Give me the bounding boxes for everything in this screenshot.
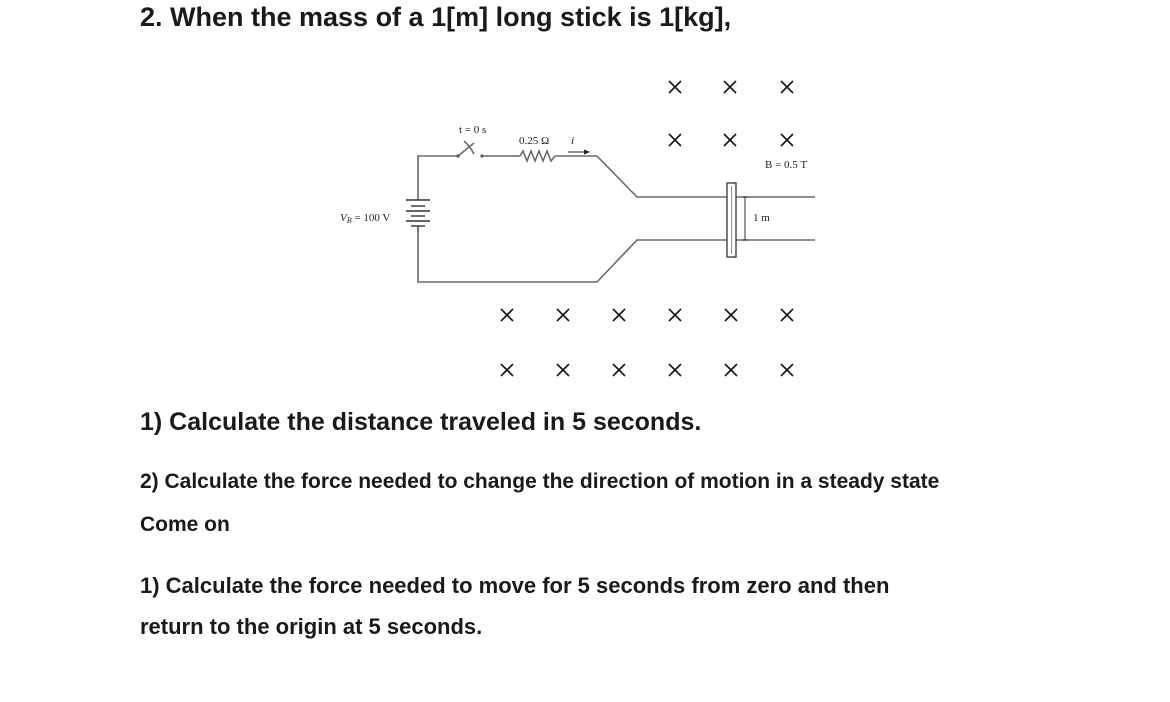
magnetic-field-marks <box>501 81 793 376</box>
question-part-1: 1) Calculate the distance traveled in 5 seconds. <box>140 408 702 436</box>
current-label: i <box>571 135 575 147</box>
field-x-mark <box>724 81 736 93</box>
field-label: B = 0.5 T <box>765 159 808 171</box>
battery-label: VB = 100 V <box>340 212 391 225</box>
length-label: 1 m <box>753 212 770 224</box>
field-x-mark <box>557 364 569 376</box>
field-x-mark <box>781 81 793 93</box>
current-arrow <box>568 150 590 155</box>
field-x-mark <box>613 309 625 321</box>
resistor <box>520 151 555 161</box>
field-x-mark <box>781 134 793 146</box>
field-x-mark <box>669 81 681 93</box>
field-x-mark <box>781 364 793 376</box>
question-part-3-line-1: 1) Calculate the force needed to move for 5 seconds from zero and then <box>140 573 890 598</box>
switch-label: t = 0 s <box>459 124 487 136</box>
field-x-mark <box>501 364 513 376</box>
field-x-mark <box>669 309 681 321</box>
field-x-mark <box>669 134 681 146</box>
field-x-mark <box>613 364 625 376</box>
length-dimension <box>742 197 748 240</box>
switch <box>456 141 483 158</box>
field-x-mark <box>781 309 793 321</box>
question-part-2-line-2: Come on <box>140 513 230 536</box>
field-x-mark <box>501 309 513 321</box>
sliding-rod <box>727 183 736 257</box>
battery <box>406 200 430 232</box>
resistor-label: 0.25 Ω <box>519 135 550 147</box>
question-part-2-line-1: 2) Calculate the force needed to change the direction of motion in a steady state <box>140 470 940 493</box>
field-x-mark <box>725 309 737 321</box>
question-title: 2. When the mass of a 1[m] long stick is 1[kg], <box>140 2 732 32</box>
field-x-mark <box>669 364 681 376</box>
question-part-3-line-2: return to the origin at 5 seconds. <box>140 614 483 639</box>
field-x-mark <box>725 364 737 376</box>
field-x-mark <box>724 134 736 146</box>
field-x-mark <box>557 309 569 321</box>
